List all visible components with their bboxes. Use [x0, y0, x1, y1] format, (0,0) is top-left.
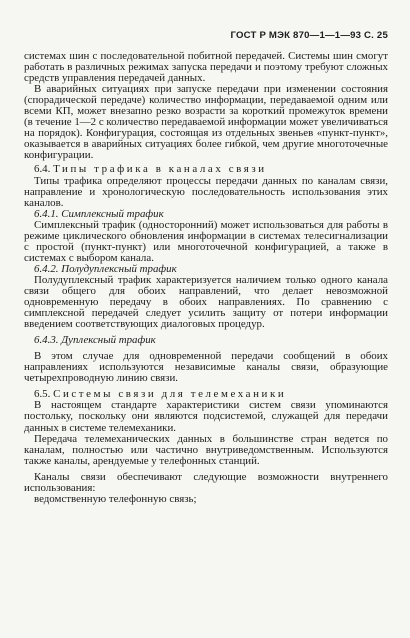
- paragraph-simplex: Симплексный трафик (односторонний) может использоваться для работы в режиме циклического обновления информации в системах телесигнализации с простой (пункт-пункт) или многоточечной конфигурацией, а также в системах с выбором канала.: [24, 218, 388, 264]
- page-body: [24, 51, 388, 505]
- subsection-6-4-3-heading: 6.4.3. Дуплексный трафик: [34, 334, 156, 347]
- section-6-4-heading: [24, 164, 388, 175]
- page-header: ГОСТ Р МЭК 870—1—1—93 С. 25: [230, 30, 388, 41]
- section-number: 6.4.: [34, 163, 51, 176]
- paragraph-transmission: Передача телемеханических данных в большинстве стран ведется по каналам, полностью или частично внутриведомственным. Используются также каналы, арендуемые у телефонных станций.: [24, 432, 388, 467]
- subsection-6-4-2-heading: 6.4.2. Полудуплексный трафик: [34, 262, 177, 275]
- paragraph-bus-systems: системах шин с последовательной побитной передачей. Системы шин смогут работать в различных режимах запуска передачи и поэтому требуют сложных средств управления передачей данных.: [24, 50, 388, 85]
- paragraph-traffic-types: Типы трафика определяют процессы передачи данных по каналам связи, направление и хронологическую последовательность использования этих каналов.: [24, 174, 388, 209]
- paragraph-standard-scope: В настоящем стандарте характеристики систем связи упоминаются постольку, поскольку они являются подсистемой, служащей для передачи данных в системе телемеханики.: [24, 399, 388, 434]
- subsection-6-4-1-heading: 6.4.1. Симплексный трафик: [34, 207, 164, 220]
- section-title: Системы связи для телемеханики: [53, 388, 287, 401]
- list-item-telephone: ведомственную телефонную связь;: [34, 492, 197, 505]
- paragraph-channel-capabilities: Каналы связи обеспечивают следующие возможности внутреннего использования:: [24, 470, 388, 494]
- paragraph-emergency: В аварийных ситуациях при запуске передачи при изменении состояния (спорадической передаче) количество информации, передаваемой одним или всеми КП, может внезапно резко возрасти за короткий промежуток времени (в течение 1—2 с количество передаваемой информации может увеличиваться на порядок). Конфигурация, состоящая из отдельных звеньев «пункт-пункт», оказывается в аварийных ситуациях более гибкой, чем другие многоточечные конфигурации.: [24, 83, 388, 162]
- paragraph-duplex: В этом случае для одновременной передачи сообщений в обоих направлениях используются независимые каналы связи, образующие четырехпроводную линию связи.: [24, 350, 388, 385]
- section-title: Типы трафика в каналах связи: [53, 163, 267, 176]
- paragraph-half-duplex: Полудуплексный трафик характеризуется наличием только одного канала связи общего для обоих направлений, что делает невозможной одновременную передачу в обоих направлениях. По сравнению с симплексной передачей следует усилить защиту от потери информации введением соответствующих диалоговых процедур.: [24, 273, 388, 331]
- section-number: 6.5.: [34, 388, 51, 401]
